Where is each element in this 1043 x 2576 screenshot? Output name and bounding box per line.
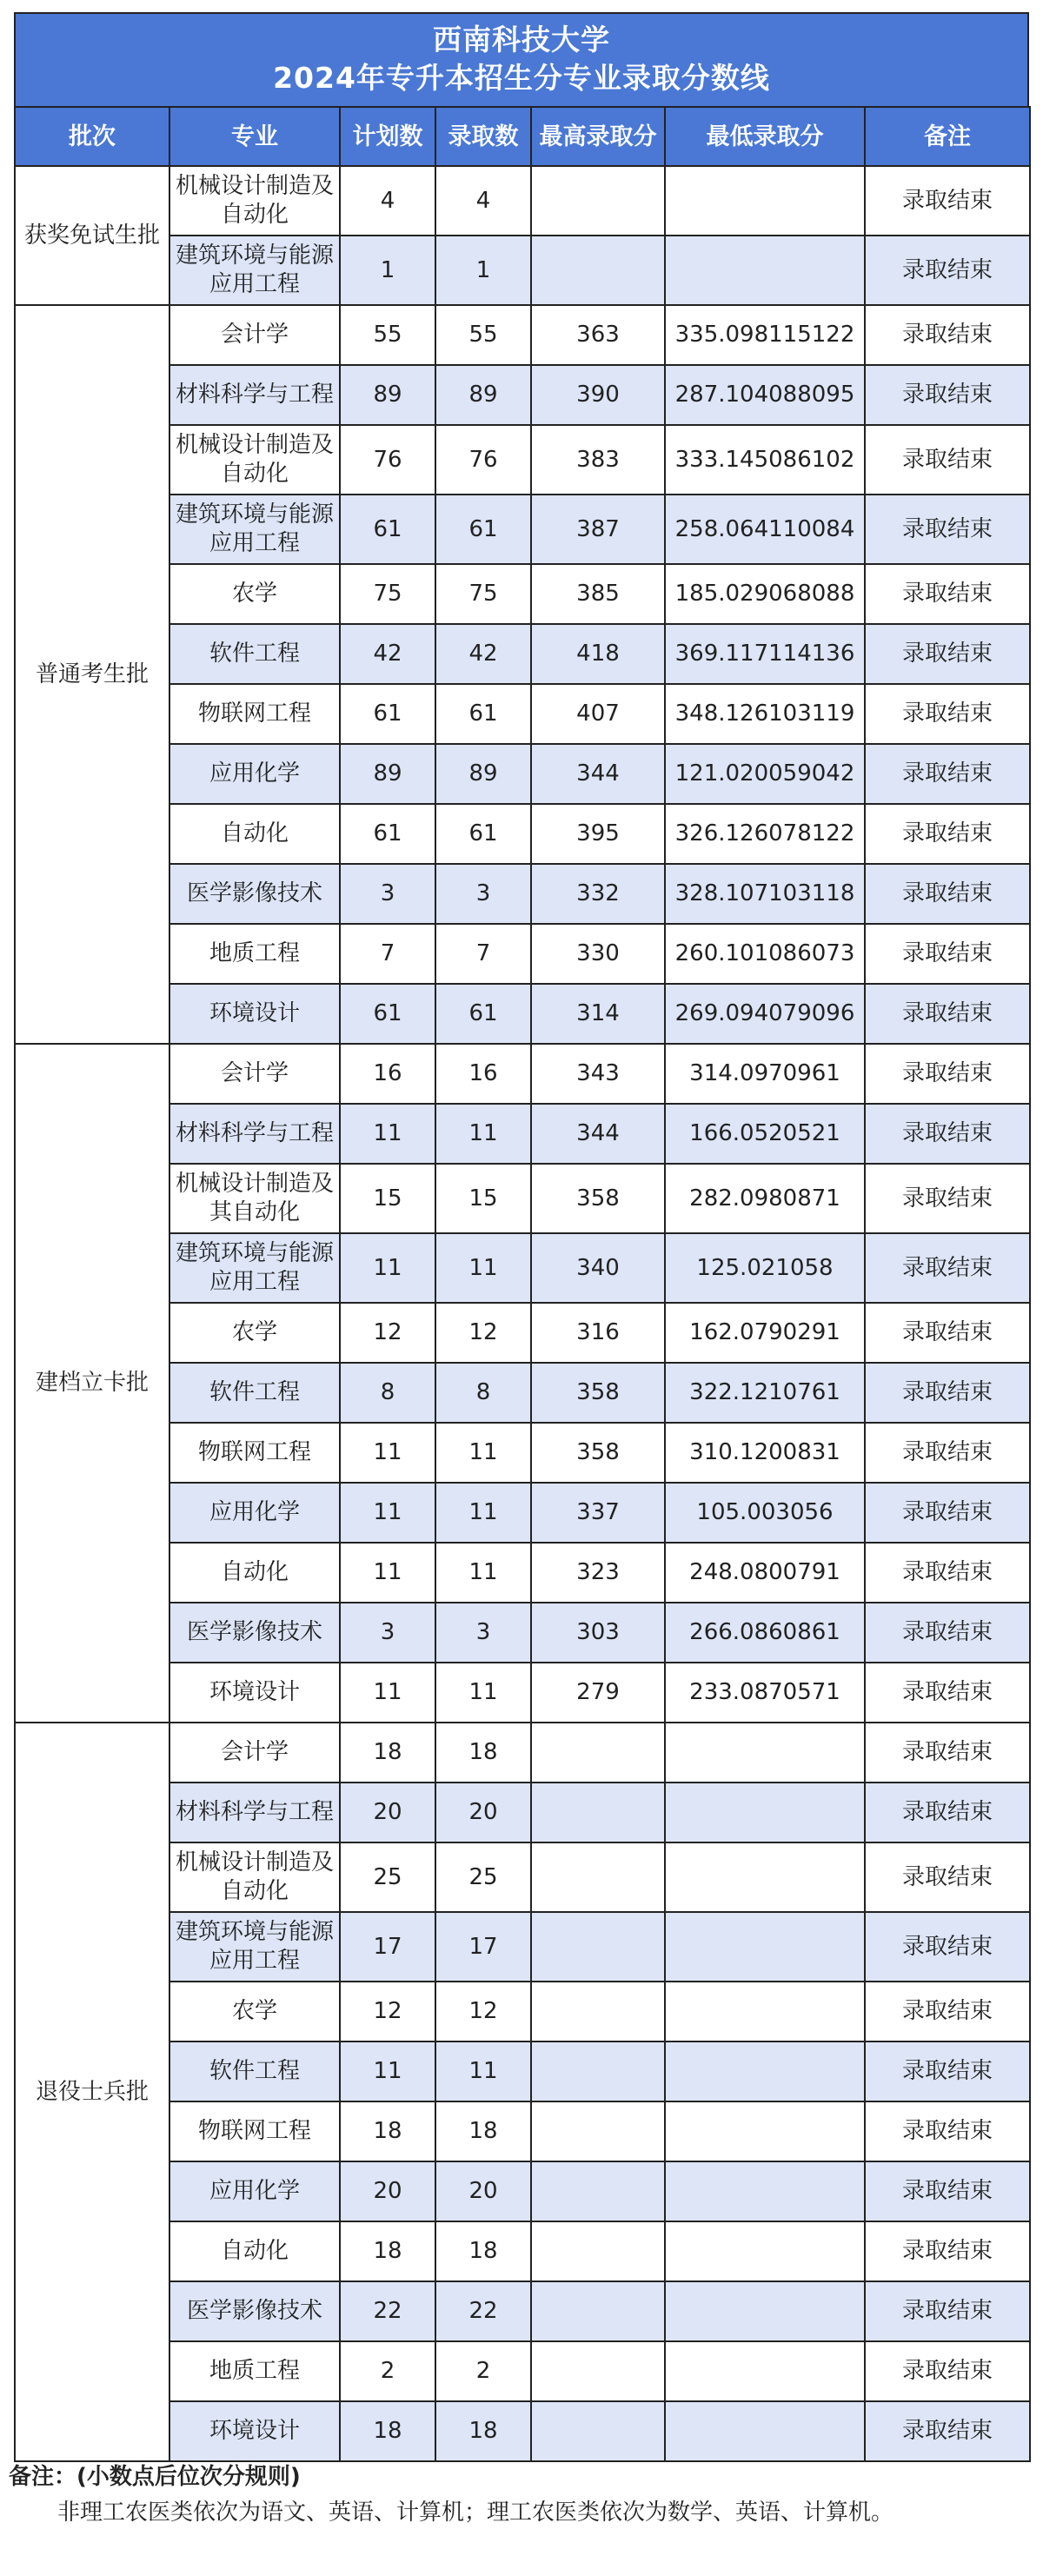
admit-count-cell: 61 <box>435 804 531 864</box>
min-score-cell <box>665 2042 865 2101</box>
major-cell: 医学影像技术 <box>169 2281 340 2341</box>
plan-count-cell: 18 <box>340 2401 435 2461</box>
plan-count-cell: 4 <box>340 166 435 236</box>
plan-count-cell: 1 <box>340 236 435 305</box>
plan-count-cell: 89 <box>340 744 435 804</box>
min-score-cell: 287.104088095 <box>665 365 865 425</box>
admit-count-cell: 1 <box>435 236 531 305</box>
max-score-cell: 344 <box>531 744 665 804</box>
remark-cell: 录取结束 <box>865 2341 1030 2401</box>
major-cell: 机械设计制造及其自动化 <box>169 1164 340 1233</box>
plan-count-cell: 8 <box>340 1363 435 1423</box>
plan-count-cell: 12 <box>340 1982 435 2042</box>
min-score-cell <box>665 1783 865 1842</box>
max-score-cell: 395 <box>531 804 665 864</box>
plan-count-cell: 16 <box>340 1044 435 1104</box>
remark-cell: 录取结束 <box>865 1363 1030 1423</box>
min-score-cell <box>665 2161 865 2221</box>
major-cell: 自动化 <box>169 804 340 864</box>
major-cell: 农学 <box>169 1982 340 2042</box>
min-score-cell: 310.1200831 <box>665 1423 865 1483</box>
table-row <box>15 166 1030 236</box>
max-score-cell: 358 <box>531 1164 665 1233</box>
remark-cell: 录取结束 <box>865 1842 1030 1912</box>
major-cell: 环境设计 <box>169 984 340 1044</box>
plan-count-cell: 2 <box>340 2341 435 2401</box>
admit-count-cell: 42 <box>435 624 531 684</box>
remark-cell: 录取结束 <box>865 984 1030 1044</box>
max-score-cell: 390 <box>531 365 665 425</box>
header-remark: 备注 <box>865 107 1030 166</box>
remark-cell: 录取结束 <box>865 1663 1030 1723</box>
remark-cell: 录取结束 <box>865 1303 1030 1363</box>
table-body <box>15 166 1030 2461</box>
major-cell: 自动化 <box>169 2221 340 2281</box>
major-cell: 建筑环境与能源应用工程 <box>169 1912 340 1982</box>
table-subtitle: 2024年专升本招生分专业录取分数线 <box>273 61 770 95</box>
max-score-cell <box>531 2101 665 2161</box>
admit-count-cell: 12 <box>435 1303 531 1363</box>
min-score-cell: 260.101086073 <box>665 924 865 984</box>
header-batch: 批次 <box>15 107 169 166</box>
plan-count-cell: 11 <box>340 1233 435 1303</box>
min-score-cell: 269.094079096 <box>665 984 865 1044</box>
table-row <box>15 1044 1030 1104</box>
max-score-cell: 358 <box>531 1363 665 1423</box>
min-score-cell: 348.126103119 <box>665 684 865 744</box>
admission-table-container <box>14 12 1029 2462</box>
max-score-cell <box>531 236 665 305</box>
major-cell: 建筑环境与能源应用工程 <box>169 236 340 305</box>
max-score-cell <box>531 2281 665 2341</box>
max-score-cell <box>531 1842 665 1912</box>
max-score-cell <box>531 1912 665 1982</box>
major-cell: 机械设计制造及自动化 <box>169 1842 340 1912</box>
max-score-cell: 385 <box>531 564 665 624</box>
remark-cell: 录取结束 <box>865 1783 1030 1842</box>
major-cell: 材料科学与工程 <box>169 365 340 425</box>
max-score-cell <box>531 2221 665 2281</box>
plan-count-cell: 11 <box>340 1483 435 1543</box>
remark-cell: 录取结束 <box>865 1104 1030 1164</box>
admit-count-cell: 17 <box>435 1912 531 1982</box>
major-cell: 环境设计 <box>169 2401 340 2461</box>
remark-cell: 录取结束 <box>865 166 1030 236</box>
plan-count-cell: 11 <box>340 1423 435 1483</box>
plan-count-cell: 3 <box>340 1603 435 1663</box>
max-score-cell: 279 <box>531 1663 665 1723</box>
footnote <box>9 2460 1034 2531</box>
min-score-cell: 162.0790291 <box>665 1303 865 1363</box>
major-cell: 农学 <box>169 564 340 624</box>
admit-count-cell: 11 <box>435 1543 531 1603</box>
admit-count-cell: 89 <box>435 744 531 804</box>
major-cell: 应用化学 <box>169 1483 340 1543</box>
header-min-score: 最低录取分 <box>665 107 865 166</box>
admit-count-cell: 11 <box>435 1663 531 1723</box>
table-row <box>15 1723 1030 1783</box>
admit-count-cell: 18 <box>435 2101 531 2161</box>
admit-count-cell: 20 <box>435 1783 531 1842</box>
remark-cell: 录取结束 <box>865 684 1030 744</box>
footnote-title: 备注：(小数点后位次分规则) <box>9 2464 301 2490</box>
remark-cell: 录取结束 <box>865 365 1030 425</box>
admit-count-cell: 12 <box>435 1982 531 2042</box>
admit-count-cell: 8 <box>435 1363 531 1423</box>
admit-count-cell: 89 <box>435 365 531 425</box>
major-cell: 会计学 <box>169 305 340 365</box>
remark-cell: 录取结束 <box>865 924 1030 984</box>
min-score-cell: 335.098115122 <box>665 305 865 365</box>
min-score-cell <box>665 1912 865 1982</box>
min-score-cell: 282.0980871 <box>665 1164 865 1233</box>
batch-cell: 获奖免试生批 <box>15 166 169 305</box>
admit-count-cell: 4 <box>435 166 531 236</box>
remark-cell: 录取结束 <box>865 2042 1030 2101</box>
remark-cell: 录取结束 <box>865 1044 1030 1104</box>
major-cell: 医学影像技术 <box>169 864 340 924</box>
min-score-cell <box>665 2401 865 2461</box>
remark-cell: 录取结束 <box>865 2401 1030 2461</box>
plan-count-cell: 15 <box>340 1164 435 1233</box>
footnote-text: 非理工农医类依次为语文、英语、计算机；理工农医类依次为数学、英语、计算机。 <box>57 2500 894 2526</box>
max-score-cell <box>531 1783 665 1842</box>
major-cell: 会计学 <box>169 1044 340 1104</box>
remark-cell: 录取结束 <box>865 1982 1030 2042</box>
max-score-cell <box>531 2341 665 2401</box>
admit-count-cell: 11 <box>435 2042 531 2101</box>
min-score-cell: 105.003056 <box>665 1483 865 1543</box>
admit-count-cell: 75 <box>435 564 531 624</box>
major-cell: 机械设计制造及自动化 <box>169 425 340 495</box>
max-score-cell: 337 <box>531 1483 665 1543</box>
major-cell: 物联网工程 <box>169 684 340 744</box>
max-score-cell: 358 <box>531 1423 665 1483</box>
header-plan: 计划数 <box>340 107 435 166</box>
max-score-cell: 330 <box>531 924 665 984</box>
max-score-cell <box>531 1982 665 2042</box>
admit-count-cell: 18 <box>435 2401 531 2461</box>
plan-count-cell: 11 <box>340 2042 435 2101</box>
major-cell: 农学 <box>169 1303 340 1363</box>
min-score-cell: 333.145086102 <box>665 425 865 495</box>
min-score-cell <box>665 2221 865 2281</box>
min-score-cell <box>665 2281 865 2341</box>
plan-count-cell: 3 <box>340 864 435 924</box>
plan-count-cell: 17 <box>340 1912 435 1982</box>
min-score-cell: 328.107103118 <box>665 864 865 924</box>
plan-count-cell: 89 <box>340 365 435 425</box>
admission-score-table <box>14 106 1031 2462</box>
min-score-cell <box>665 1723 865 1783</box>
plan-count-cell: 12 <box>340 1303 435 1363</box>
remark-cell: 录取结束 <box>865 425 1030 495</box>
major-cell: 物联网工程 <box>169 2101 340 2161</box>
remark-cell: 录取结束 <box>865 1723 1030 1783</box>
remark-cell: 录取结束 <box>865 1233 1030 1303</box>
admit-count-cell: 22 <box>435 2281 531 2341</box>
max-score-cell: 316 <box>531 1303 665 1363</box>
remark-cell: 录取结束 <box>865 1543 1030 1603</box>
batch-cell: 普通考生批 <box>15 305 169 1044</box>
min-score-cell: 166.0520521 <box>665 1104 865 1164</box>
max-score-cell: 418 <box>531 624 665 684</box>
batch-cell: 建档立卡批 <box>15 1044 169 1723</box>
plan-count-cell: 76 <box>340 425 435 495</box>
max-score-cell: 323 <box>531 1543 665 1603</box>
min-score-cell <box>665 1982 865 2042</box>
admit-count-cell: 2 <box>435 2341 531 2401</box>
major-cell: 会计学 <box>169 1723 340 1783</box>
min-score-cell: 322.1210761 <box>665 1363 865 1423</box>
remark-cell: 录取结束 <box>865 624 1030 684</box>
table-title <box>14 12 1029 106</box>
max-score-cell: 343 <box>531 1044 665 1104</box>
admit-count-cell: 11 <box>435 1233 531 1303</box>
plan-count-cell: 55 <box>340 305 435 365</box>
min-score-cell: 314.0970961 <box>665 1044 865 1104</box>
max-score-cell: 363 <box>531 305 665 365</box>
major-cell: 地质工程 <box>169 2341 340 2401</box>
max-score-cell <box>531 2401 665 2461</box>
remark-cell: 录取结束 <box>865 564 1030 624</box>
remark-cell: 录取结束 <box>865 804 1030 864</box>
plan-count-cell: 75 <box>340 564 435 624</box>
admit-count-cell: 76 <box>435 425 531 495</box>
remark-cell: 录取结束 <box>865 1423 1030 1483</box>
plan-count-cell: 61 <box>340 804 435 864</box>
major-cell: 建筑环境与能源应用工程 <box>169 1233 340 1303</box>
remark-cell: 录取结束 <box>865 2101 1030 2161</box>
remark-cell: 录取结束 <box>865 2161 1030 2221</box>
remark-cell: 录取结束 <box>865 1164 1030 1233</box>
admit-count-cell: 15 <box>435 1164 531 1233</box>
plan-count-cell: 7 <box>340 924 435 984</box>
min-score-cell <box>665 2341 865 2401</box>
university-name: 西南科技大学 <box>433 23 610 56</box>
max-score-cell <box>531 166 665 236</box>
admit-count-cell: 7 <box>435 924 531 984</box>
min-score-cell: 258.064110084 <box>665 495 865 564</box>
major-cell: 材料科学与工程 <box>169 1783 340 1842</box>
major-cell: 机械设计制造及自动化 <box>169 166 340 236</box>
plan-count-cell: 22 <box>340 2281 435 2341</box>
remark-cell: 录取结束 <box>865 744 1030 804</box>
admit-count-cell: 11 <box>435 1483 531 1543</box>
remark-cell: 录取结束 <box>865 305 1030 365</box>
major-cell: 软件工程 <box>169 624 340 684</box>
plan-count-cell: 18 <box>340 2221 435 2281</box>
major-cell: 环境设计 <box>169 1663 340 1723</box>
admit-count-cell: 55 <box>435 305 531 365</box>
remark-cell: 录取结束 <box>865 2221 1030 2281</box>
min-score-cell: 326.126078122 <box>665 804 865 864</box>
min-score-cell: 266.0860861 <box>665 1603 865 1663</box>
remark-cell: 录取结束 <box>865 1483 1030 1543</box>
max-score-cell: 303 <box>531 1603 665 1663</box>
min-score-cell <box>665 2101 865 2161</box>
header-admit: 录取数 <box>435 107 531 166</box>
plan-count-cell: 11 <box>340 1663 435 1723</box>
plan-count-cell: 25 <box>340 1842 435 1912</box>
max-score-cell: 314 <box>531 984 665 1044</box>
max-score-cell: 344 <box>531 1104 665 1164</box>
max-score-cell: 387 <box>531 495 665 564</box>
remark-cell: 录取结束 <box>865 236 1030 305</box>
table-row <box>15 305 1030 365</box>
plan-count-cell: 20 <box>340 1783 435 1842</box>
min-score-cell: 185.029068088 <box>665 564 865 624</box>
admit-count-cell: 18 <box>435 2221 531 2281</box>
max-score-cell <box>531 2042 665 2101</box>
plan-count-cell: 11 <box>340 1543 435 1603</box>
remark-cell: 录取结束 <box>865 495 1030 564</box>
admit-count-cell: 3 <box>435 1603 531 1663</box>
max-score-cell <box>531 2161 665 2221</box>
header-major: 专业 <box>169 107 340 166</box>
admit-count-cell: 18 <box>435 1723 531 1783</box>
major-cell: 物联网工程 <box>169 1423 340 1483</box>
plan-count-cell: 18 <box>340 2101 435 2161</box>
major-cell: 自动化 <box>169 1543 340 1603</box>
admit-count-cell: 20 <box>435 2161 531 2221</box>
header-row <box>15 107 1030 166</box>
plan-count-cell: 61 <box>340 984 435 1044</box>
max-score-cell: 340 <box>531 1233 665 1303</box>
plan-count-cell: 42 <box>340 624 435 684</box>
max-score-cell <box>531 1723 665 1783</box>
plan-count-cell: 11 <box>340 1104 435 1164</box>
admit-count-cell: 16 <box>435 1044 531 1104</box>
plan-count-cell: 20 <box>340 2161 435 2221</box>
major-cell: 应用化学 <box>169 2161 340 2221</box>
major-cell: 软件工程 <box>169 1363 340 1423</box>
plan-count-cell: 61 <box>340 495 435 564</box>
remark-cell: 录取结束 <box>865 864 1030 924</box>
header-max-score: 最高录取分 <box>531 107 665 166</box>
min-score-cell: 369.117114136 <box>665 624 865 684</box>
remark-cell: 录取结束 <box>865 2281 1030 2341</box>
remark-cell: 录取结束 <box>865 1603 1030 1663</box>
max-score-cell: 332 <box>531 864 665 924</box>
max-score-cell: 407 <box>531 684 665 744</box>
min-score-cell <box>665 1842 865 1912</box>
min-score-cell <box>665 236 865 305</box>
major-cell: 应用化学 <box>169 744 340 804</box>
admit-count-cell: 61 <box>435 684 531 744</box>
admit-count-cell: 61 <box>435 984 531 1044</box>
plan-count-cell: 18 <box>340 1723 435 1783</box>
major-cell: 建筑环境与能源应用工程 <box>169 495 340 564</box>
admit-count-cell: 11 <box>435 1104 531 1164</box>
min-score-cell: 121.020059042 <box>665 744 865 804</box>
major-cell: 材料科学与工程 <box>169 1104 340 1164</box>
remark-cell: 录取结束 <box>865 1912 1030 1982</box>
major-cell: 医学影像技术 <box>169 1603 340 1663</box>
max-score-cell: 383 <box>531 425 665 495</box>
admit-count-cell: 11 <box>435 1423 531 1483</box>
min-score-cell <box>665 166 865 236</box>
min-score-cell: 248.0800791 <box>665 1543 865 1603</box>
admit-count-cell: 25 <box>435 1842 531 1912</box>
major-cell: 软件工程 <box>169 2042 340 2101</box>
admit-count-cell: 3 <box>435 864 531 924</box>
major-cell: 地质工程 <box>169 924 340 984</box>
plan-count-cell: 61 <box>340 684 435 744</box>
min-score-cell: 125.021058 <box>665 1233 865 1303</box>
admit-count-cell: 61 <box>435 495 531 564</box>
batch-cell: 退役士兵批 <box>15 1723 169 2461</box>
min-score-cell: 233.0870571 <box>665 1663 865 1723</box>
